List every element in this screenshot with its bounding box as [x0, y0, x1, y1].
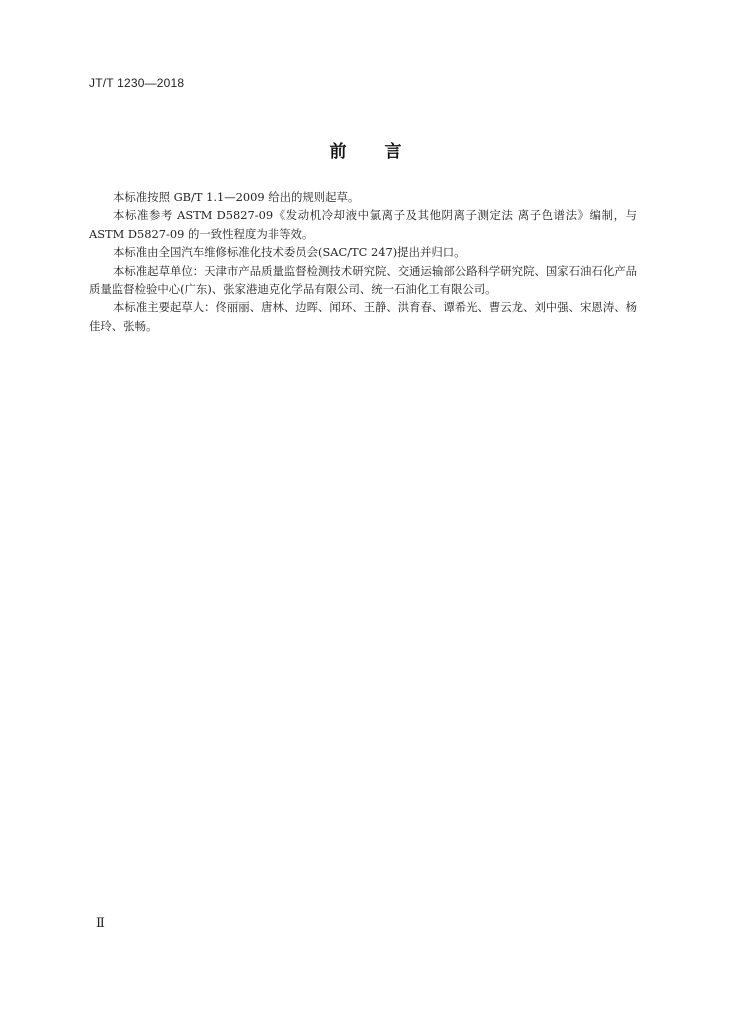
foreword-body	[89, 188, 637, 335]
paragraph-drafting-organizations: 本标准起草单位：天津市产品质量监督检测技术研究院、交通运输部公路科学研究院、国家石油石化产品质量监督检验中心(广东)、张家港迪克化学品有限公司、统一石油化工有限公司。	[89, 263, 637, 297]
page-number: Ⅱ	[96, 916, 105, 931]
page-title-char-2: 言	[384, 142, 402, 162]
paragraph-proposer: 本标准由全国汽车维修标准化技术委员会(SAC/TC 247)提出并归口。	[113, 245, 466, 260]
document-standard-number: JT/T 1230—2018	[89, 76, 185, 90]
paragraph-main-drafters: 本标准主要起草人：佟丽丽、唐林、边晖、闻环、王静、洪育春、谭希光、曹云龙、刘中强、宋恩涛、杨佳玲、张畅。	[89, 300, 637, 333]
paragraph-reference-standard: 本标准参考 ASTM D5827-09《发动机冷却液中氯离子及其他阴离子测定法 离子色谱法》编制，与 ASTM D5827-09 的一致性程度为非等效。	[89, 208, 637, 241]
page-title-char-1: 前	[329, 142, 347, 162]
page-title	[0, 137, 731, 162]
paragraph-drafting-rules: 本标准按照 GB/T 1.1—2009 给出的规则起草。	[113, 190, 360, 204]
